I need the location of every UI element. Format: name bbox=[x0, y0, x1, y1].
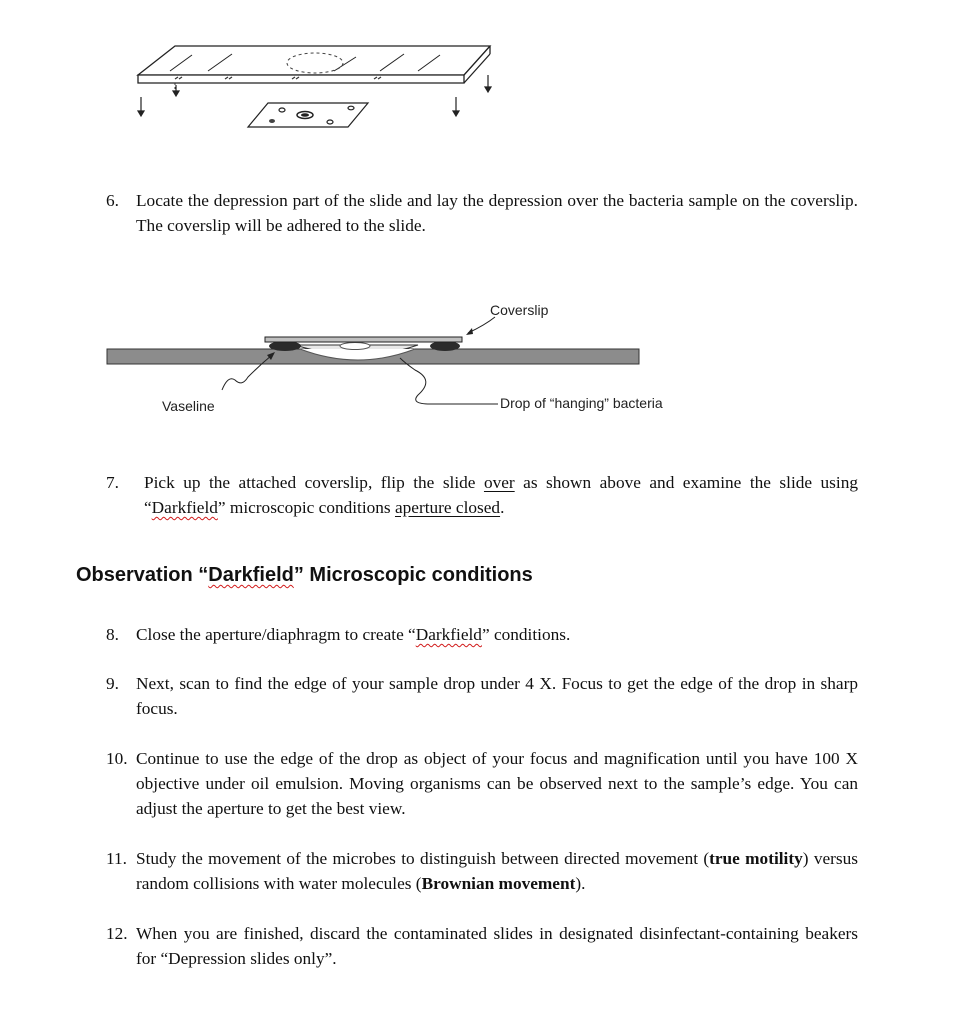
step-text: Next, scan to find the edge of your sample drop under 4 X. Focus to get the edge of the drop in sharp focus. bbox=[136, 674, 858, 718]
slide-top-face bbox=[138, 46, 490, 75]
step-8 bbox=[106, 622, 858, 647]
step-10 bbox=[106, 746, 858, 821]
underlined-word: over bbox=[483, 473, 515, 492]
coverslip-bar bbox=[265, 337, 462, 342]
step-11 bbox=[106, 846, 858, 896]
step-9 bbox=[106, 671, 858, 721]
step-text: When you are finished, discard the contaminated slides in designated disinfectant-containing beakers for “Depression slides only”. bbox=[136, 924, 858, 968]
spellcheck-word: Darkfield bbox=[151, 498, 218, 517]
slide-lowering-figure bbox=[120, 35, 510, 135]
step-text: Close the aperture/diaphragm to create “Darkfield” conditions. bbox=[136, 625, 571, 644]
step-number: 6. bbox=[106, 191, 119, 210]
step-7 bbox=[106, 470, 858, 520]
section-heading: Observation “Darkfield” Microscopic conditions bbox=[76, 564, 533, 586]
bold-term: true motility bbox=[709, 849, 803, 868]
vaseline-label: Vaseline bbox=[162, 398, 215, 414]
slide-front-face bbox=[138, 75, 464, 83]
step-text: Continue to use the edge of the drop as object of your focus and magnification until you have 100 X objective under oil emulsion. Moving organisms can be observed next to the sample’s edge. You can adjust the aperture to get the best view. bbox=[136, 749, 858, 818]
step-12 bbox=[106, 921, 858, 971]
step-number: 11. bbox=[106, 849, 127, 868]
hanging-drop-figure bbox=[100, 295, 700, 420]
step-6 bbox=[106, 188, 858, 238]
step-text: Study the movement of the microbes to distinguish between directed movement (true motility) versus random collisions with water molecules (Brownian movement). bbox=[136, 849, 859, 893]
spellcheck-word: Darkfield bbox=[415, 625, 482, 644]
spellcheck-word: Darkfield bbox=[208, 564, 294, 586]
underlined-phrase: aperture closed bbox=[394, 498, 501, 517]
step-number: 12. bbox=[106, 924, 128, 943]
step-number: 10. bbox=[106, 749, 128, 768]
step-text: Locate the depression part of the slide and lay the depression over the bacteria sample on the coverslip. The coverslip will be adhered to the slide. bbox=[136, 191, 858, 235]
coverslip-label: Coverslip bbox=[490, 302, 549, 318]
step-text: Pick up the attached coverslip, flip the slide over as shown above and examine the slide using “Darkfield” microscopic conditions aperture closed. bbox=[144, 473, 858, 517]
step-number: 9. bbox=[106, 674, 119, 693]
step-number: 8. bbox=[106, 625, 119, 644]
bold-term: Brownian movement bbox=[421, 874, 576, 893]
drop-label: Drop of “hanging” bacteria bbox=[500, 395, 663, 411]
step-number: 7. bbox=[106, 473, 119, 492]
